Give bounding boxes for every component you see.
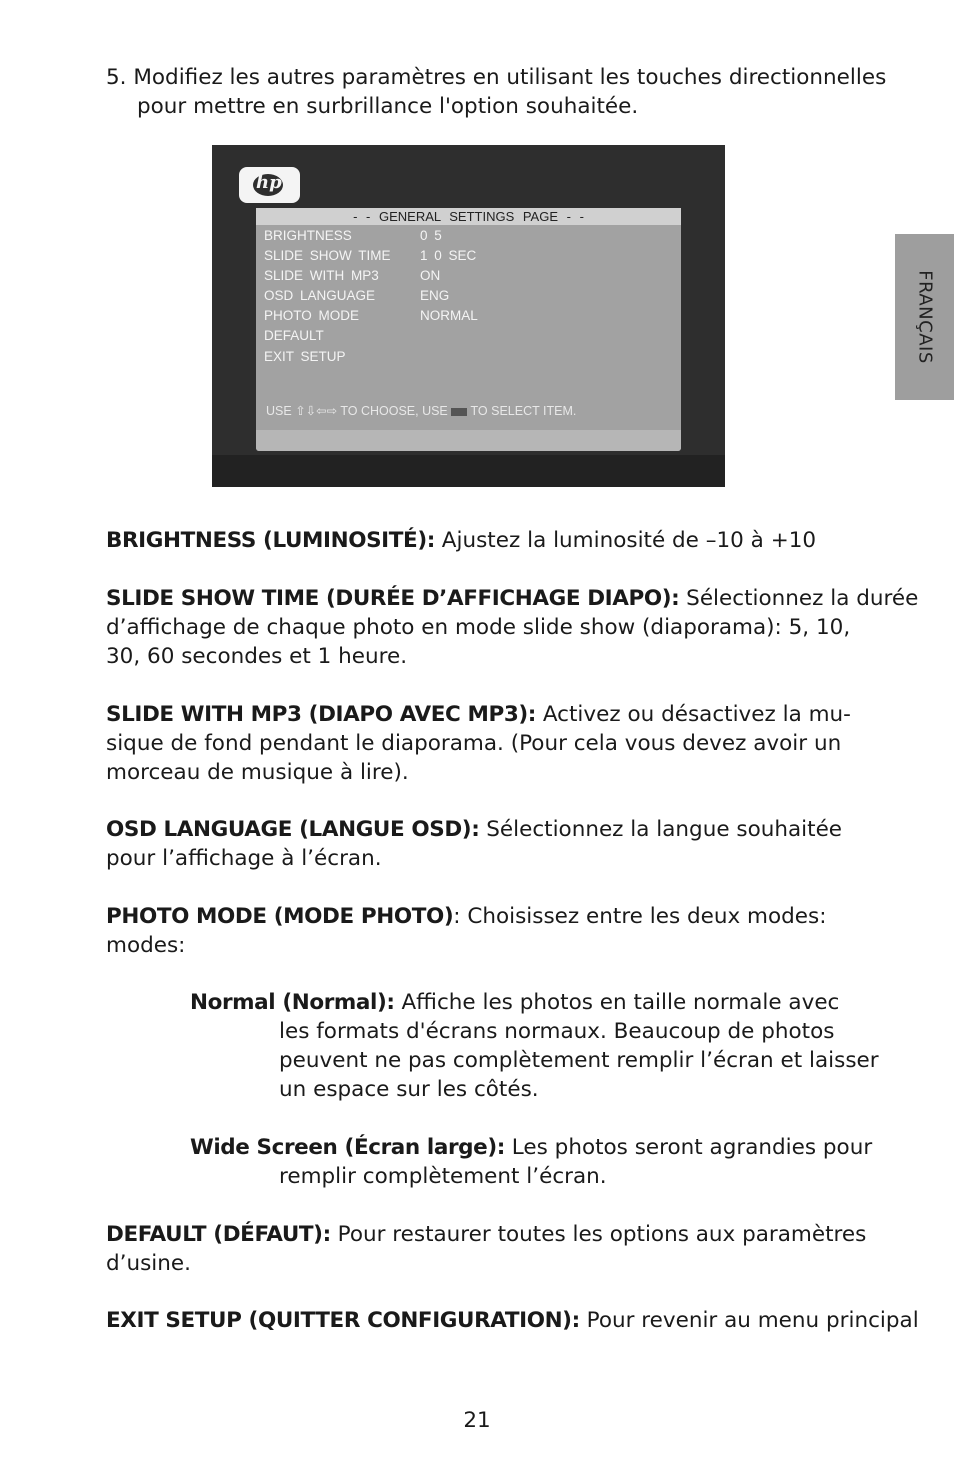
default-line2: d’usine. xyxy=(106,1251,191,1276)
wide-line2: remplir complètement l’écran. xyxy=(279,1164,607,1189)
menu-hint xyxy=(266,403,676,418)
exit-text: Pour revenir au menu principal xyxy=(579,1308,919,1333)
wide-text: Les photos seront agrandies pour xyxy=(504,1135,873,1160)
default-text: Pour restaurer toutes les options aux paramètres xyxy=(330,1222,867,1247)
slideshow-line2: d’affichage de chaque photo en mode slide show (diaporama): 5, 10, xyxy=(106,615,851,640)
step5-line1: 5. Modifiez les autres paramètres en utilisant les touches directionnelles xyxy=(106,65,887,90)
normal-line3: peuvent ne pas complètement remplir l’écran et laisser xyxy=(279,1048,879,1073)
slideshow-text: Sélectionnez la durée xyxy=(679,586,919,611)
menu-row-slide-with-mp3 xyxy=(264,266,664,286)
menu-label: SLIDE SHOW TIME xyxy=(264,248,391,263)
hp-logo-text: hp xyxy=(256,172,282,193)
step5-line2: pour mettre en surbrillance l'option souhaitée. xyxy=(137,94,639,119)
menu-row-slide-show-time xyxy=(264,246,664,266)
osd-line2: pour l’affichage à l’écran. xyxy=(106,846,382,871)
screen-bottom-band xyxy=(212,455,725,487)
mp3-line2: sique de fond pendant le diaporama. (Pour cela vous devez avoir un xyxy=(106,731,842,756)
exit-line1 xyxy=(106,1306,919,1335)
hp-logo xyxy=(239,167,300,203)
slideshow-line1 xyxy=(106,584,918,613)
photomode-line1 xyxy=(106,902,826,931)
normal-text: Affiche les photos en taille normale avec xyxy=(394,990,840,1015)
slideshow-term: SLIDE SHOW TIME (DURÉE D’AFFICHAGE DIAPO): xyxy=(106,586,680,611)
exit-term: EXIT SETUP (QUITTER CONFIGURATION): xyxy=(106,1308,580,1333)
photomode-term: PHOTO MODE (MODE PHOTO) xyxy=(106,904,454,929)
settings-screenshot xyxy=(212,145,725,487)
menu-value: ON xyxy=(420,268,441,283)
osd-term: OSD LANGUAGE (LANGUE OSD): xyxy=(106,817,480,842)
normal-line1 xyxy=(190,988,839,1017)
select-key-icon xyxy=(451,408,467,416)
slideshow-line3: 30, 60 secondes et 1 heure. xyxy=(106,644,408,669)
language-side-tab-label: FRANÇAIS xyxy=(914,270,935,364)
normal-line2: les formats d'écrans normaux. Beaucoup de photos xyxy=(279,1019,835,1044)
photomode-text: : Choisissez entre les deux modes: xyxy=(453,904,827,929)
default-term: DEFAULT (DÉFAUT): xyxy=(106,1222,331,1247)
menu-value: ENG xyxy=(420,288,450,303)
mp3-line1 xyxy=(106,700,851,729)
menu-label: BRIGHTNESS xyxy=(264,228,352,243)
menu-row-osd-language xyxy=(264,286,664,306)
language-side-tab xyxy=(895,234,954,400)
menu-row-default xyxy=(264,326,664,346)
menu-label: DEFAULT xyxy=(264,328,324,343)
arrow-keys-icon: ⇧⇩⇦⇨ xyxy=(295,404,338,418)
mp3-text: Activez ou désactivez la mu- xyxy=(536,702,851,727)
mp3-line3: morceau de musique à lire). xyxy=(106,760,409,785)
hint-select: TO SELECT ITEM. xyxy=(470,404,577,418)
settings-panel xyxy=(256,208,681,451)
photomode-line2: modes: xyxy=(106,933,186,958)
menu-row-exit-setup xyxy=(264,347,664,367)
normal-term: Normal (Normal): xyxy=(190,990,395,1015)
menu-row-brightness xyxy=(264,226,664,246)
wide-term: Wide Screen (Écran large): xyxy=(190,1135,505,1160)
menu-label: PHOTO MODE xyxy=(264,308,360,323)
brightness-text: Ajustez la luminosité de –10 à +10 xyxy=(434,528,817,553)
wide-line1 xyxy=(190,1133,872,1162)
menu-row-photo-mode xyxy=(264,306,664,326)
normal-line4: un espace sur les côtés. xyxy=(279,1077,539,1102)
menu-label: OSD LANGUAGE xyxy=(264,288,376,303)
default-line1 xyxy=(106,1220,866,1249)
settings-panel-header: - - GENERAL SETTINGS PAGE - - xyxy=(256,208,681,225)
brightness-paragraph xyxy=(106,526,816,555)
hint-choose: TO CHOOSE, USE xyxy=(340,404,448,418)
page-number: 21 xyxy=(463,1408,491,1433)
menu-value: 0 5 xyxy=(420,228,442,243)
menu-value: NORMAL xyxy=(420,308,478,323)
osd-line1 xyxy=(106,815,842,844)
settings-panel-footer xyxy=(256,430,681,451)
osd-text: Sélectionnez la langue souhaitée xyxy=(479,817,843,842)
mp3-term: SLIDE WITH MP3 (DIAPO AVEC MP3): xyxy=(106,702,536,727)
hint-use: USE xyxy=(266,404,292,418)
brightness-term: BRIGHTNESS (LUMINOSITÉ): xyxy=(106,528,435,553)
menu-label: SLIDE WITH MP3 xyxy=(264,268,379,283)
menu-value: 1 0 SEC xyxy=(420,248,477,263)
menu-label: EXIT SETUP xyxy=(264,349,346,364)
